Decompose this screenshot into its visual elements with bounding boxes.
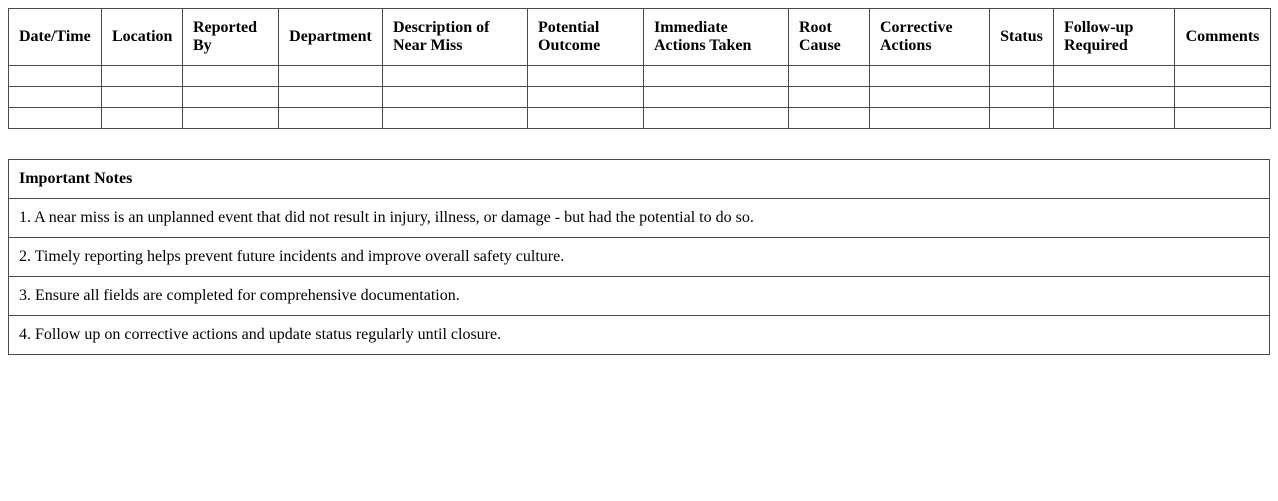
- note-row: [9, 238, 1270, 277]
- table-cell[interactable]: [870, 108, 990, 129]
- table-cell[interactable]: [870, 66, 990, 87]
- note-item: 3. Ensure all fields are completed for comprehensive documentation.: [9, 277, 1270, 316]
- table-cell[interactable]: [1175, 66, 1271, 87]
- table-cell[interactable]: [1054, 108, 1175, 129]
- header-department: Department: [279, 9, 383, 66]
- note-item: 2. Timely reporting helps prevent future incidents and improve overall safety culture.: [9, 238, 1270, 277]
- table-cell[interactable]: [9, 108, 102, 129]
- note-item: 1. A near miss is an unplanned event that did not result in injury, illness, or damage - but had the potential to do so.: [9, 199, 1270, 238]
- table-row: [9, 108, 1271, 129]
- header-follow-up-required: Follow-up Required: [1054, 9, 1175, 66]
- notes-title: Important Notes: [9, 160, 1270, 199]
- table-cell[interactable]: [1054, 66, 1175, 87]
- table-cell[interactable]: [1175, 87, 1271, 108]
- table-cell[interactable]: [183, 108, 279, 129]
- table-cell[interactable]: [383, 108, 528, 129]
- table-header-row: [9, 9, 1271, 66]
- notes-title-row: [9, 160, 1270, 199]
- note-row: [9, 277, 1270, 316]
- header-immediate-actions: Immediate Actions Taken: [644, 9, 789, 66]
- table-cell[interactable]: [644, 66, 789, 87]
- header-description: Description of Near Miss: [383, 9, 528, 66]
- header-root-cause: Root Cause: [789, 9, 870, 66]
- table-cell[interactable]: [528, 87, 644, 108]
- near-miss-log-table: [8, 8, 1271, 129]
- table-cell[interactable]: [990, 66, 1054, 87]
- header-date-time: Date/Time: [9, 9, 102, 66]
- note-row: [9, 199, 1270, 238]
- table-cell[interactable]: [279, 66, 383, 87]
- header-status: Status: [990, 9, 1054, 66]
- table-cell[interactable]: [528, 108, 644, 129]
- table-cell[interactable]: [789, 87, 870, 108]
- important-notes-table: [8, 159, 1270, 355]
- header-potential-outcome: Potential Outcome: [528, 9, 644, 66]
- table-cell[interactable]: [279, 108, 383, 129]
- table-row: [9, 87, 1271, 108]
- header-reported-by: Reported By: [183, 9, 279, 66]
- table-cell[interactable]: [789, 108, 870, 129]
- table-cell[interactable]: [102, 108, 183, 129]
- table-cell[interactable]: [9, 87, 102, 108]
- note-row: [9, 316, 1270, 355]
- table-cell[interactable]: [279, 87, 383, 108]
- table-cell[interactable]: [383, 66, 528, 87]
- table-cell[interactable]: [1054, 87, 1175, 108]
- header-comments: Comments: [1175, 9, 1271, 66]
- table-row: [9, 66, 1271, 87]
- header-location: Location: [102, 9, 183, 66]
- table-cell[interactable]: [9, 66, 102, 87]
- table-cell[interactable]: [789, 66, 870, 87]
- table-cell[interactable]: [870, 87, 990, 108]
- table-cell[interactable]: [383, 87, 528, 108]
- table-cell[interactable]: [183, 66, 279, 87]
- table-cell[interactable]: [102, 66, 183, 87]
- table-cell[interactable]: [102, 87, 183, 108]
- table-cell[interactable]: [183, 87, 279, 108]
- header-corrective-actions: Corrective Actions: [870, 9, 990, 66]
- table-cell[interactable]: [1175, 108, 1271, 129]
- table-cell[interactable]: [528, 66, 644, 87]
- table-cell[interactable]: [644, 108, 789, 129]
- table-cell[interactable]: [990, 87, 1054, 108]
- note-item: 4. Follow up on corrective actions and update status regularly until closure.: [9, 316, 1270, 355]
- table-cell[interactable]: [990, 108, 1054, 129]
- table-cell[interactable]: [644, 87, 789, 108]
